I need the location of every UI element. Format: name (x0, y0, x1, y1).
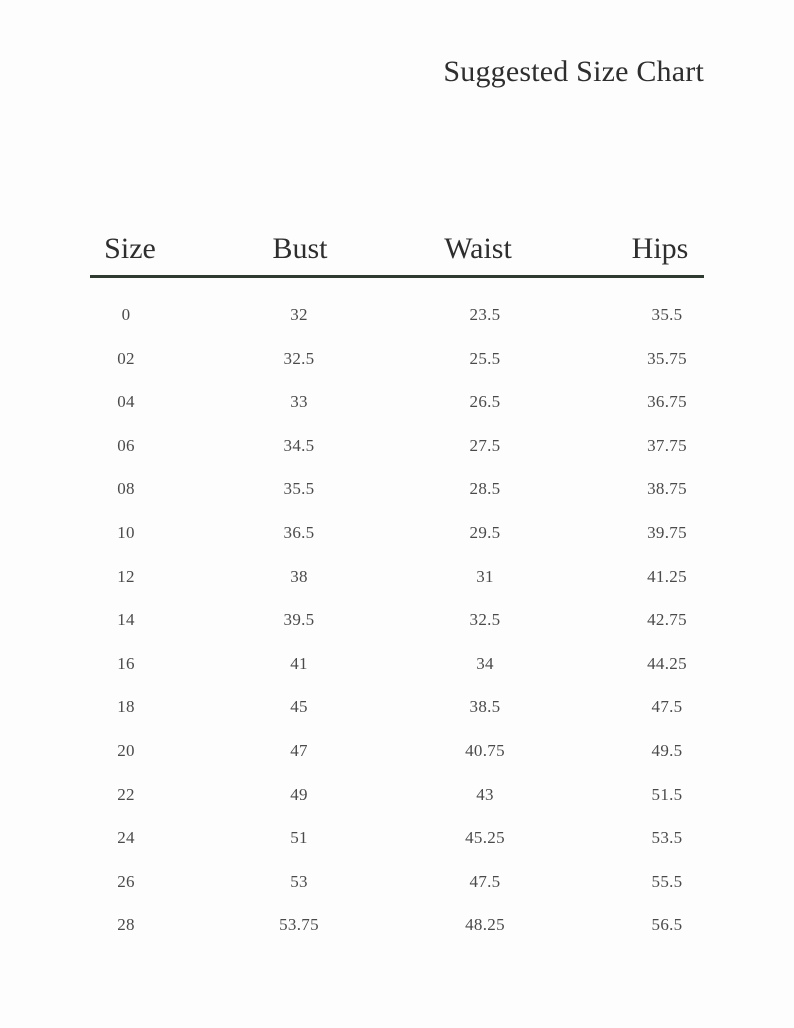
column-header-size: Size (104, 232, 156, 265)
column-header-hips: Hips (631, 232, 689, 265)
size-cell: 08 (117, 479, 135, 499)
size-cell: 0 (121, 305, 131, 324)
table-row (0, 903, 794, 947)
size-cell: 06 (117, 435, 135, 455)
bust-cell: 49 (290, 784, 308, 804)
hips-cell: 36.75 (647, 392, 687, 412)
size-cell: 10 (117, 522, 135, 542)
hips-cell: 41.25 (647, 566, 687, 586)
size-cell: 18 (117, 697, 135, 717)
waist-cell: 48.25 (465, 915, 505, 935)
bust-cell: 35.5 (283, 479, 315, 499)
hips-cell: 51.5 (651, 784, 683, 804)
page-title: Suggested Size Chart (443, 55, 704, 88)
waist-cell: 28.5 (469, 479, 501, 499)
hips-cell: 35.75 (647, 348, 687, 368)
hips-cell: 55.5 (651, 871, 683, 891)
waist-cell: 34 (476, 653, 494, 673)
size-cell: 26 (117, 871, 135, 891)
table-row (0, 642, 794, 686)
bust-cell: 51 (290, 828, 308, 848)
table-row (0, 424, 794, 468)
bust-cell: 33 (290, 392, 308, 412)
hips-cell: 42.75 (647, 610, 687, 630)
table-row (0, 816, 794, 860)
table-row (0, 380, 794, 424)
table-header (0, 232, 794, 272)
waist-cell: 23.5 (469, 305, 501, 324)
bust-cell: 32 (290, 305, 308, 324)
size-cell: 22 (117, 784, 135, 804)
size-cell: 04 (117, 392, 135, 412)
table-row (0, 293, 794, 337)
size-cell: 12 (117, 566, 135, 586)
waist-cell: 32.5 (469, 610, 501, 630)
hips-cell: 44.25 (647, 653, 687, 673)
size-cell: 20 (117, 740, 135, 760)
hips-cell: 39.75 (647, 522, 687, 542)
waist-cell: 31 (476, 566, 494, 586)
waist-cell: 43 (476, 784, 494, 804)
bust-cell: 47 (290, 740, 308, 760)
table-row (0, 598, 794, 642)
table-row (0, 337, 794, 381)
table-row (0, 555, 794, 599)
waist-cell: 27.5 (469, 435, 501, 455)
bust-cell: 45 (290, 697, 308, 717)
waist-cell: 25.5 (469, 348, 501, 368)
bust-cell: 36.5 (283, 522, 315, 542)
size-cell: 24 (117, 828, 135, 848)
hips-cell: 53.5 (651, 828, 683, 848)
bust-cell: 41 (290, 653, 308, 673)
waist-cell: 47.5 (469, 871, 501, 891)
table-row (0, 729, 794, 773)
hips-cell: 35.5 (651, 305, 683, 324)
table-row (0, 685, 794, 729)
bust-cell: 34.5 (283, 435, 315, 455)
hips-cell: 38.75 (647, 479, 687, 499)
size-table-body (0, 293, 794, 947)
bust-cell: 53.75 (279, 915, 319, 935)
table-row (0, 511, 794, 555)
size-cell: 28 (117, 915, 135, 935)
hips-cell: 47.5 (651, 697, 683, 717)
hips-cell: 37.75 (647, 435, 687, 455)
waist-cell: 45.25 (465, 828, 505, 848)
column-header-waist: Waist (444, 232, 512, 265)
table-row (0, 773, 794, 817)
size-cell: 02 (117, 348, 135, 368)
size-cell: 14 (117, 610, 135, 630)
size-cell: 16 (117, 653, 135, 673)
hips-cell: 49.5 (651, 740, 683, 760)
table-row (0, 467, 794, 511)
column-header-bust: Bust (272, 232, 328, 265)
bust-cell: 38 (290, 566, 308, 586)
bust-cell: 39.5 (283, 610, 315, 630)
bust-cell: 53 (290, 871, 308, 891)
table-row (0, 860, 794, 904)
bust-cell: 32.5 (283, 348, 315, 368)
waist-cell: 40.75 (465, 740, 505, 760)
waist-cell: 26.5 (469, 392, 501, 412)
waist-cell: 29.5 (469, 522, 501, 542)
hips-cell: 56.5 (651, 915, 683, 935)
waist-cell: 38.5 (469, 697, 501, 717)
header-divider (90, 275, 704, 278)
